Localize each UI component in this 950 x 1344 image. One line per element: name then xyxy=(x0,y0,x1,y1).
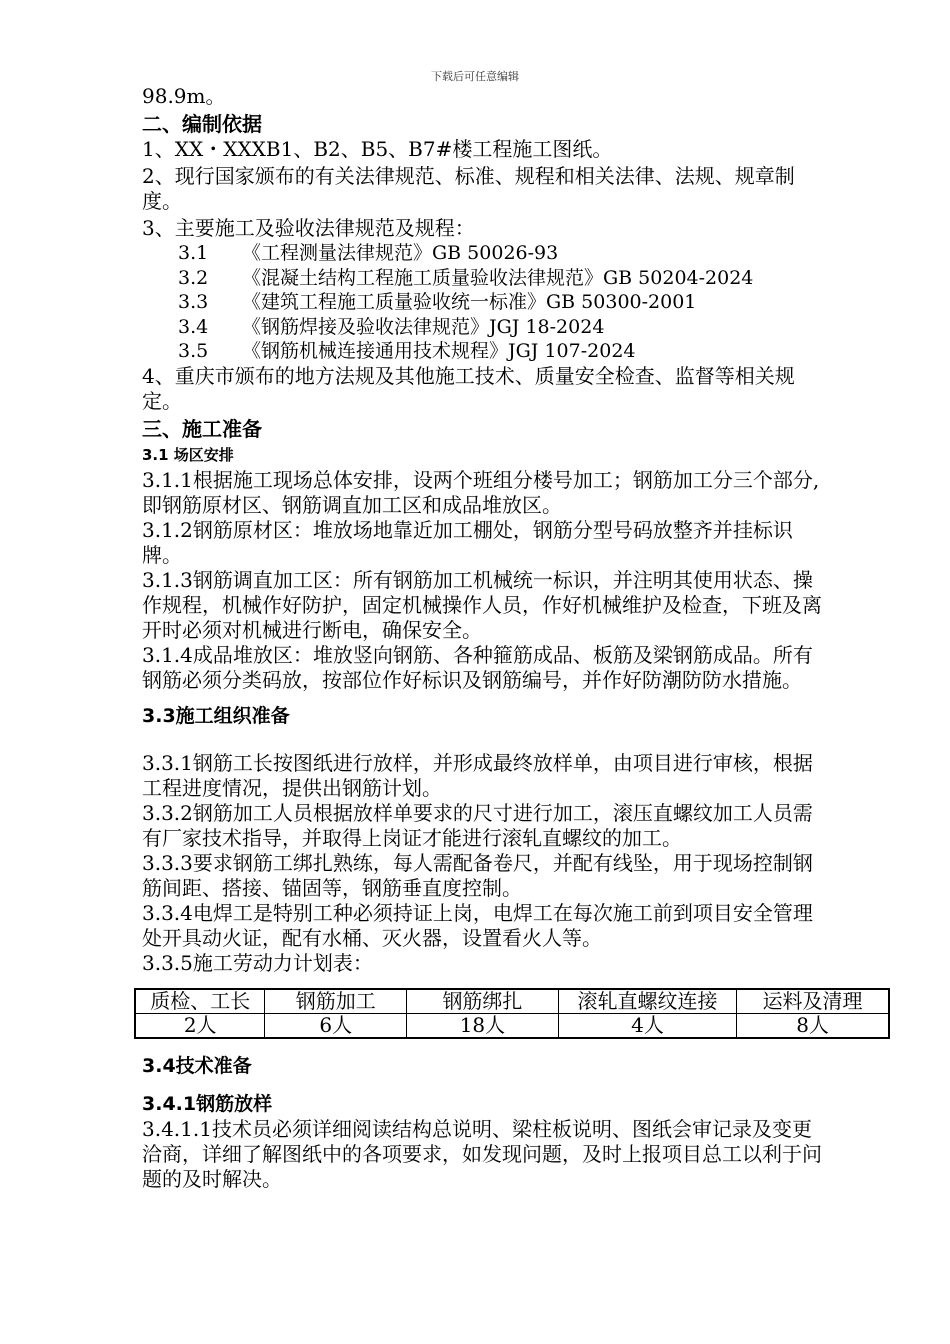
reference-text: 《钢筋焊接及验收法律规范》JGJ 18-2024 xyxy=(242,315,605,338)
paragraph-3-1-1: 3.1.1根据施工现场总体安排，设两个班组分楼号加工；钢筋加工分三个部分,即钢筋原材区、钢筋调直加工区和成品堆放区。 xyxy=(142,467,820,517)
intro-tail: 98.9m。 xyxy=(142,84,226,108)
basis-item-2: 2、现行国家颁布的有关法律规范、标准、规程和相关法律、法规、规章制度。 xyxy=(142,164,795,213)
subsection-3-4-1-heading: 3.4.1钢筋放样 xyxy=(142,1092,273,1115)
reference-list xyxy=(142,241,822,364)
reference-item xyxy=(142,241,822,266)
section-3-heading: 三、施工准备 xyxy=(142,416,262,441)
page-header-note: 下载后可任意编辑 xyxy=(431,70,519,83)
table-header-cell: 质检、工长 xyxy=(135,989,265,1014)
basis-item-1: 1、XX・XXXB1、B2、B5、B7#楼工程施工图纸。 xyxy=(142,137,613,161)
paragraph-3-3-4: 3.3.4电焊工是特别工种必须持证上岗，电焊工在每次施工前到项目安全管理处开具动火证，配有水桶、灭火器，设置看火人等。 xyxy=(142,900,813,950)
reference-number: 3.2 xyxy=(178,266,209,289)
table-header-cell: 钢筋绑扎 xyxy=(407,989,559,1014)
basis-item-3: 3、主要施工及验收法律规范及规程： xyxy=(142,216,475,240)
basis-item-4: 4、重庆市颁布的地方法规及其他施工技术、质量安全检查、监督等相关规定。 xyxy=(142,363,795,413)
paragraph-3-3-3: 3.3.3要求钢筋工绑扎熟练，每人需配备卷尺，并配有线坠，用于现场控制钢筋间距、搭接、锚固等，钢筋垂直度控制。 xyxy=(142,850,813,900)
table-header-row xyxy=(135,989,889,1014)
table-row xyxy=(135,1013,889,1038)
reference-item xyxy=(142,339,822,364)
reference-item xyxy=(142,290,822,315)
spacer xyxy=(142,739,822,751)
paragraph-3-4-1-1: 3.4.1.1技术员必须详细阅读结构总说明、梁柱板说明、图纸会审记录及变更洽商，详细了解图纸中的各项要求，如发现问题，及时上报项目总工以利于问题的及时解决。 xyxy=(142,1116,822,1191)
reference-number: 3.5 xyxy=(178,340,209,362)
paragraph-3-3-5: 3.3.5施工劳动力计划表： xyxy=(142,950,373,975)
reference-item xyxy=(142,266,822,291)
table-cell: 2人 xyxy=(135,1013,265,1038)
reference-text: 《钢筋机械连接通用技术规程》JGJ 107-2024 xyxy=(242,340,636,362)
table-cell: 6人 xyxy=(265,1013,407,1038)
paragraph-3-3-1: 3.3.1钢筋工长按图纸进行放样，并形成最终放样单，由项目进行审核，根据工程进度情况，提供出钢筋计划。 xyxy=(142,750,813,800)
table-cell: 4人 xyxy=(558,1013,736,1038)
reference-number: 3.3 xyxy=(178,291,209,313)
reference-number: 3.4 xyxy=(178,315,209,338)
table-header-cell: 滚轧直螺纹连接 xyxy=(558,989,736,1014)
subsection-3-3-heading: 3.3施工组织准备 xyxy=(142,704,290,727)
reference-number: 3.1 xyxy=(178,242,209,264)
table-header-cell: 运料及清理 xyxy=(737,989,889,1014)
table-header-cell: 钢筋加工 xyxy=(265,989,407,1014)
paragraph-3-1-3: 3.1.3钢筋调直加工区：所有钢筋加工机械统一标识，并注明其使用状态、操作规程，机械作好防护，固定机械操作人员，作好机械维护及检查，下班及离开时必须对机械进行断电，确保安全。 xyxy=(142,567,822,642)
document-body xyxy=(142,84,863,1192)
paragraph-3-1-2: 3.1.2钢筋原材区：堆放场地靠近加工棚处，钢筋分型号码放整齐并挂标识牌。 xyxy=(142,517,793,567)
section-2-heading: 二、编制依据 xyxy=(142,112,262,136)
subsection-3-4-heading: 3.4技术准备 xyxy=(142,1054,252,1077)
subsection-3-1-heading: 3.1 场区安排 xyxy=(142,445,234,464)
labor-plan-table xyxy=(134,988,890,1039)
table-cell: 8人 xyxy=(737,1013,889,1038)
paragraph-3-3-2: 3.3.2钢筋加工人员根据放样单要求的尺寸进行加工，滚压直螺纹加工人员需有厂家技术指导，并取得上岗证才能进行滚轧直螺纹的加工。 xyxy=(142,800,813,850)
reference-item xyxy=(142,315,822,340)
reference-text: 《工程测量法律规范》GB 50026-93 xyxy=(242,242,559,264)
table-cell: 18人 xyxy=(407,1013,559,1038)
paragraph-3-1-4: 3.1.4成品堆放区：堆放竖向钢筋、各种箍筋成品、板筋及梁钢筋成品。所有钢筋必须分类码放，按部位作好标识及钢筋编号，并作好防潮防防水措施。 xyxy=(142,642,813,692)
reference-text: 《建筑工程施工质量验收统一标准》GB 50300-2001 xyxy=(242,291,697,313)
reference-text: 《混凝土结构工程施工质量验收法律规范》GB 50204-2024 xyxy=(242,266,754,289)
